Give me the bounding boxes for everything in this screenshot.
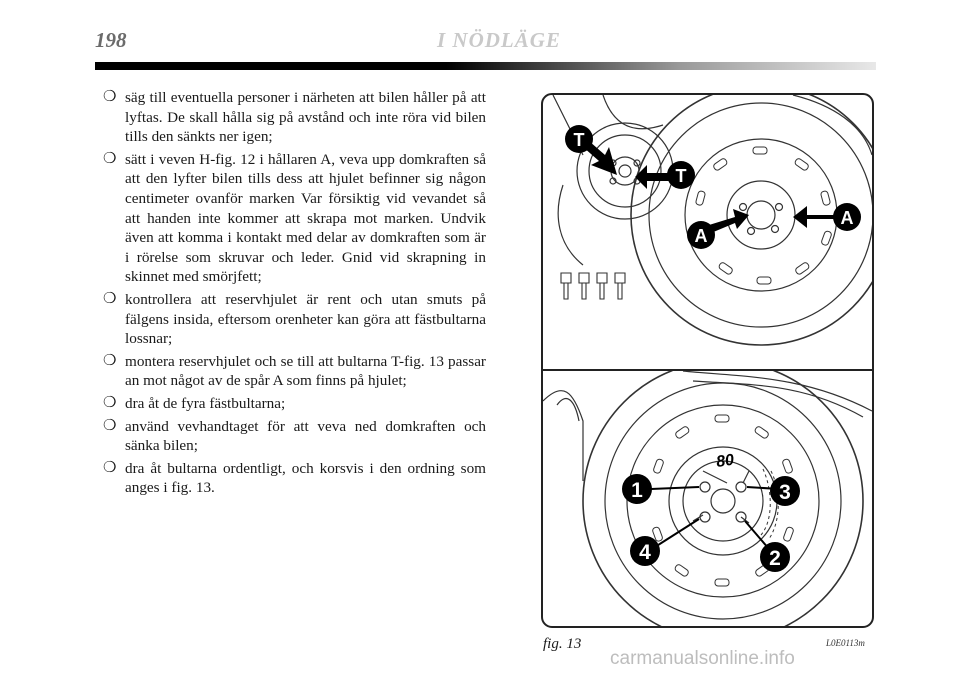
page-number: 198 — [95, 28, 127, 52]
list-item — [103, 394, 486, 414]
list-item — [103, 290, 486, 349]
bullet-circle-icon: ❍ — [103, 89, 117, 105]
bullet-circle-icon: ❍ — [103, 290, 117, 307]
hub-alignment-illustration — [543, 95, 872, 369]
list-item-text: säg till eventuella personer i närheten att bilen håller på att lyftas. De skall hålla sig på avstånd och inte röra vid bilen tills den sänkts ner igen; — [125, 89, 486, 146]
figure-caption: fig. 13 — [543, 636, 582, 652]
bullet-circle-icon: ❍ — [103, 394, 117, 411]
list-item — [103, 417, 486, 456]
order-label-2: 2 — [769, 547, 781, 570]
list-item — [103, 88, 486, 147]
bullet-circle-icon: ❍ — [103, 150, 117, 167]
page-header — [95, 24, 875, 64]
callout-a-left: A — [694, 226, 708, 246]
list-item-text: dra åt de fyra fästbultarna; — [125, 394, 286, 412]
bullet-circle-icon: ❍ — [103, 459, 117, 476]
list-item-text: dra åt bultarna ordentligt, och korsvis i den ordning som anges i fig. 13. — [125, 459, 486, 497]
tightening-order-illustration — [543, 371, 872, 628]
list-item-text: montera reservhjulet och se till att bultarna T-fig. 13 passar an mot något av de spår A som finns på hjulet; — [125, 352, 486, 390]
list-item-text: kontrollera att reservhjulet är rent och utan smuts på fälgens insida, eftersom orenheter kan göra att fästbultarna lossnar; — [125, 290, 486, 348]
callout-a-right: A — [840, 208, 854, 228]
wheel-illustration — [541, 93, 874, 628]
bullet-circle-icon: ❍ — [103, 417, 117, 434]
instruction-list — [103, 88, 486, 501]
header-rule — [95, 62, 876, 70]
order-label-1: 1 — [631, 479, 643, 502]
list-item — [103, 352, 486, 391]
list-item-text: använd vevhandtaget för att veva ned domkraften och sänka bilen; — [125, 417, 486, 455]
callout-t-left: T — [573, 130, 585, 150]
callout-t-right: T — [675, 166, 687, 186]
list-item-text: sätt i veven H-fig. 12 i hållaren A, veva upp domkraften så att den lyfter bilen tills dess att hjulet befinner sig någon centimeter ovanför marken Var försiktig vid vevandet så att handen inte kommer att skrapa mot marken. Undvik även att komma i kontakt med delar av domkraften som är i rörelse som skruvar och leder. Gnid vid skrapning in skinnet med smörjfett; — [125, 150, 486, 286]
list-item — [103, 150, 486, 287]
order-label-4: 4 — [639, 541, 651, 564]
order-label-3: 3 — [779, 481, 791, 504]
torque-label: 80 — [715, 451, 736, 471]
bullet-circle-icon: ❍ — [103, 352, 117, 369]
figure-code: L0E0113m — [826, 638, 865, 648]
watermark: carmanualsonline.info — [610, 648, 795, 669]
list-item — [103, 459, 486, 498]
section-title: I NÖDLÄGE — [437, 28, 561, 52]
